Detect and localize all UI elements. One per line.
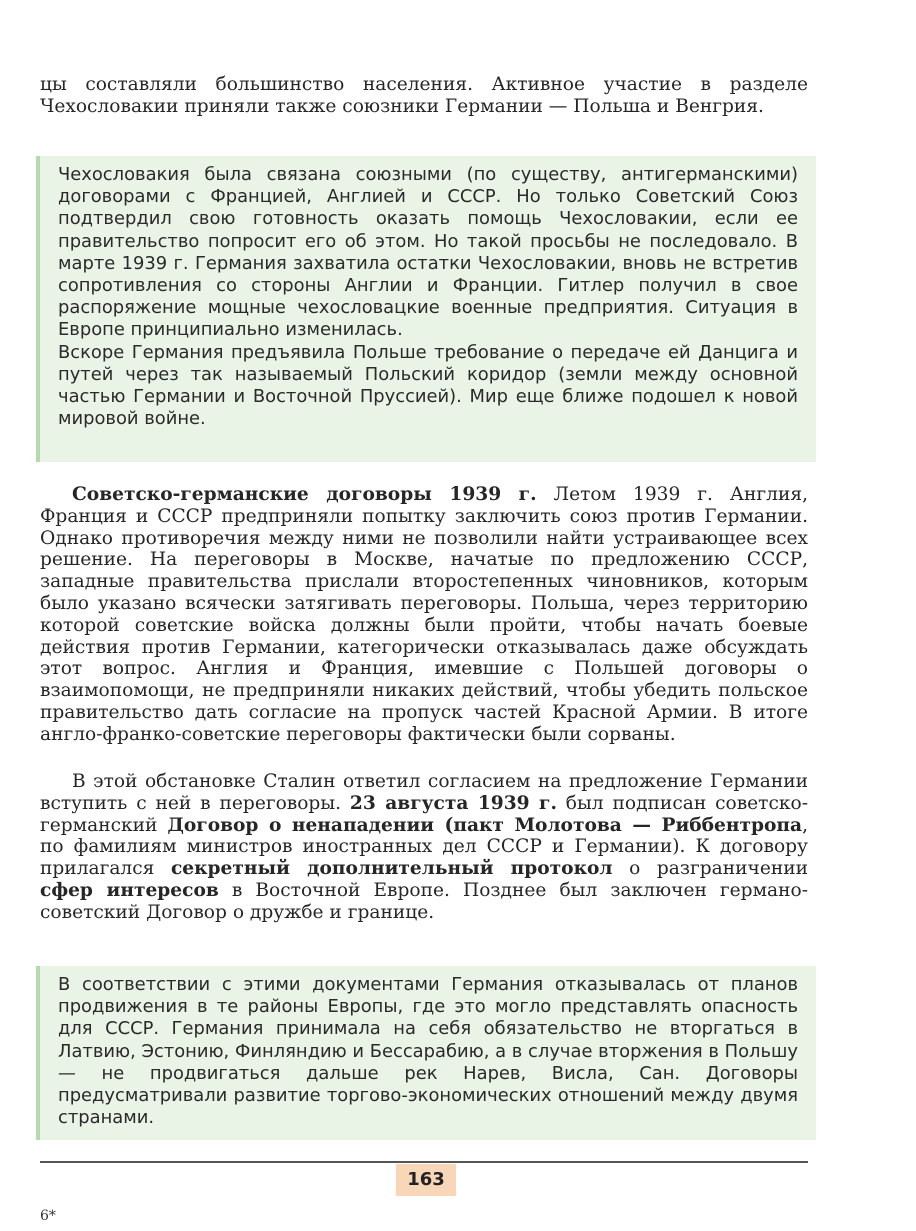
pact-text-2: был подписан советско-германский: [40, 792, 808, 836]
pact-date: 23 августа 1939 г.: [349, 792, 557, 814]
pact-text-1: В этой обстановке Сталин ответил согласием на предложение Германии вступить с ней в переговоры.: [40, 771, 808, 814]
top-paragraph: цы составляли большинство населения. Активное участие в разделе Чехословакии приняли также союзники Германии — Польша и Венгрия.: [40, 74, 808, 117]
footer-divider: [40, 1161, 808, 1163]
info-box-czechoslovakia: [36, 156, 816, 462]
box1-paragraph-1: Чехословакия была связана союзными (по существу, антигерманскими) договорами с Францией, Англией и СССР. Но только Советский Союз подтвердил свою готовность оказать помощь Чехословакии, если ее правительство попросит его об этом. Но такой просьбы не последовало. В марте 1939 г. Германия захватила остатки Чехословакии, вновь не встретив сопротивления со стороны Англии и Франции. Гитлер получил в свое распоряжение мощные чехословацкие военные предприятия. Ситуация в Европе принципиально изменилась.: [58, 164, 798, 341]
info-box-pact-terms: [36, 966, 816, 1140]
printer-signature: 6*: [40, 1208, 56, 1224]
soviet-german-treaties-paragraph: [40, 484, 808, 746]
pact-name: Договор о ненападении (пакт Молотова — Риббентропа: [167, 814, 803, 836]
box1-paragraph-2: Вскоре Германия предъявила Польше требование о передаче ей Данцига и путей через так называемый Польский коридор (земли между основной частью Германии и Восточной Пруссией). Мир еще ближе подошел к новой мировой войне.: [58, 341, 798, 430]
spheres-of-interest-term: сфер интересов: [40, 879, 219, 901]
section-text: Летом 1939 г. Англия, Франция и СССР предприняли попытку заключить союз против Германии. Однако противоречия между ними не позволили найти устраивающее всех решение. На переговоры в Москве, начатые по предложению СССР, западные правительства прислали второстепенных чиновников, которым было указано всячески затягивать переговоры. Польша, через территорию которой советские войска должны были пройти, чтобы начать боевые действия против Германии, категорически отказывалась даже обсуждать этот вопрос. Англия и Франция, имевшие с Польшей договоры о взаимопомощи, не предприняли никаких действий, чтобы убедить польское правительство дать согласие на пропуск частей Красной Армии. В итоге англо-франко-советские переговоры фактически были сорваны.: [40, 484, 808, 745]
box2-paragraph: В соответствии с этими документами Германия отказывалась от планов продвижения в те районы Европы, где это могло представлять опасность для СССР. Германия принимала на себя обязательство не вторгаться в Латвию, Эстонию, Финляндию и Бессарабию, а в случае вторжения в Польшу — не продвигаться дальше рек Нарев, Висла, Сан. Договоры предусматривали развитие торгово-экономических отношений между двумя странами.: [58, 974, 798, 1129]
pact-text-4: о разграничении: [612, 858, 809, 880]
nonaggression-pact-paragraph: [40, 771, 808, 924]
secret-protocol-term: секретный дополнительный протокол: [170, 858, 613, 880]
section-heading: Советско-германские договоры 1939 г.: [72, 484, 537, 505]
pact-text-3: , по фамилиям министров иностранных дел СССР и Германии). К договору прилагался: [40, 814, 808, 880]
page-number: 163: [396, 1164, 456, 1196]
pact-text-5: в Восточной Европе. Позднее был заключен германо-советский Договор о дружбе и границе.: [40, 879, 808, 923]
